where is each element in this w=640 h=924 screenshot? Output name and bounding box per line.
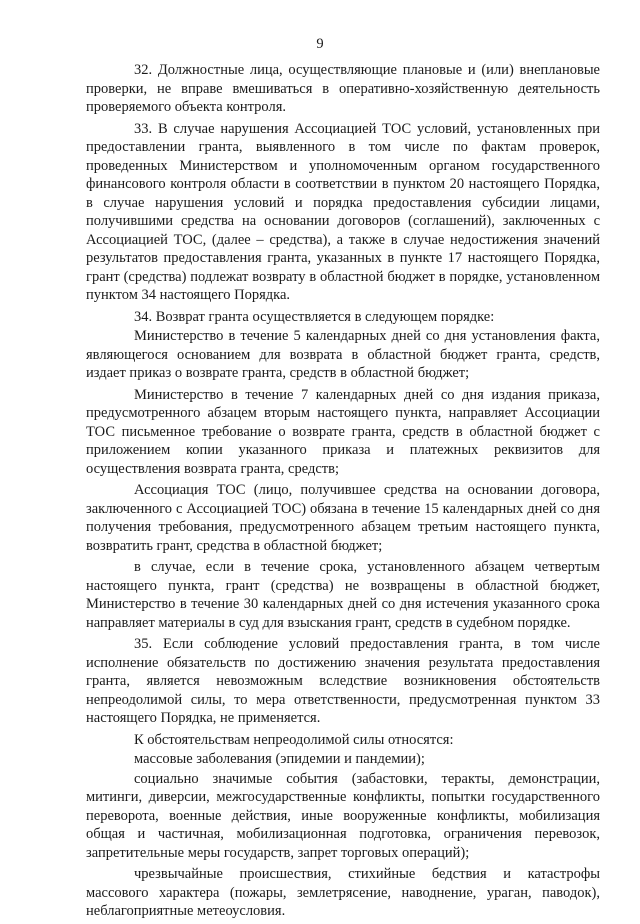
paragraph-34-step-2: Министерство в течение 7 календарных дней со дня издания приказа, предусмотренного абзацем вторым настоящего пункта, направляет Ассоциации ТОС письменное требование о возврате гранта, средств в областной бюджет с приложением копии указанного приказа и платежных реквизитов для осуществления возврата гранта, средств;	[86, 386, 600, 477]
paragraph-34-step-4: в случае, если в течение срока, установленного абзацем четвертым настоящего пункта, грант (средства) не возвращены в областной бюджет, Министерство в течение 30 календарных дней со дня истечения указанного срока направляет материалы в суд для взыскания грант, средств в судебном порядке.	[86, 559, 600, 631]
paragraph-34: 34. Возврат гранта осуществляется в следующем порядке:	[134, 308, 495, 325]
force-majeure-intro: К обстоятельствам непреодолимой силы относятся:	[134, 731, 454, 748]
force-majeure-item-emergencies: чрезвычайные происшествия, стихийные бедствия и катастрофы массового характера (пожары, землетрясение, наводнение, ураган, паводок), неблагоприятные метеоусловия.	[86, 866, 600, 919]
paragraph-32: 32. Должностные лица, осуществляющие плановые и (или) внеплановые проверки, не вправе вмешиваться в оперативно-хозяйственную деятельность проверяемого объекта контроля.	[86, 62, 600, 115]
force-majeure-item-social-events: социально значимые события (забастовки, теракты, демонстрации, митинги, диверсии, межгосударственные конфликты, попытки государственного переворота, военные действия, иные вооруженные конфликты, мобилизация общая и частичная, мобилизационная подготовка, ограничения перевозок, запретительные меры государств, запрет торговых операций);	[86, 770, 600, 861]
document-body	[86, 61, 600, 924]
paragraph-34-step-3: Ассоциация ТОС (лицо, получившее средства на основании договора, заключенного с Ассоциацией ТОС) обязана в течение 15 календарных дней со дня получения требования, предусмотренного абзацем третьим настоящего пункта, возвратить грант, средства в областной бюджет;	[86, 482, 600, 554]
paragraph-34-step-1: Министерство в течение 5 календарных дней со дня установления факта, являющегося основанием для возврата в областной бюджет гранта, средств, издает приказ о возврате гранта, средств в областной бюджет;	[86, 328, 600, 381]
paragraph-35: 35. Если соблюдение условий предоставления гранта, в том числе исполнение обязательств по достижению значения результата предоставления гранта, является невозможным вследствие возникновения обстоятельств непреодолимой силы, то мера ответственности, предусмотренная пунктом 33 настоящего Порядка, не применяется.	[86, 636, 600, 726]
force-majeure-item-diseases: массовые заболевания (эпидемии и пандемии);	[134, 751, 425, 767]
paragraph-33: 33. В случае нарушения Ассоциацией ТОС условий, установленных при предоставлении гранта, выявленного в том числе по фактам проверок, проведенных Министерством и уполномоченным органом государственного финансового контроля области в соответствии в пунктом 20 настоящего Порядка, в случае нарушения условий и порядка предоставления субсидии лицами, получившими средства на основании договоров (соглашений), заключенных с Ассоциацией ТОС, (далее – средства), а также в случае недостижения значений результатов предоставления гранта, указанных в пункте 17 настоящего Порядка, грант (средства) подлежат возврату в областной бюджет в порядке, установленном пунктом 34 настоящего Порядка.	[86, 120, 600, 303]
page-number: 9	[316, 36, 324, 52]
